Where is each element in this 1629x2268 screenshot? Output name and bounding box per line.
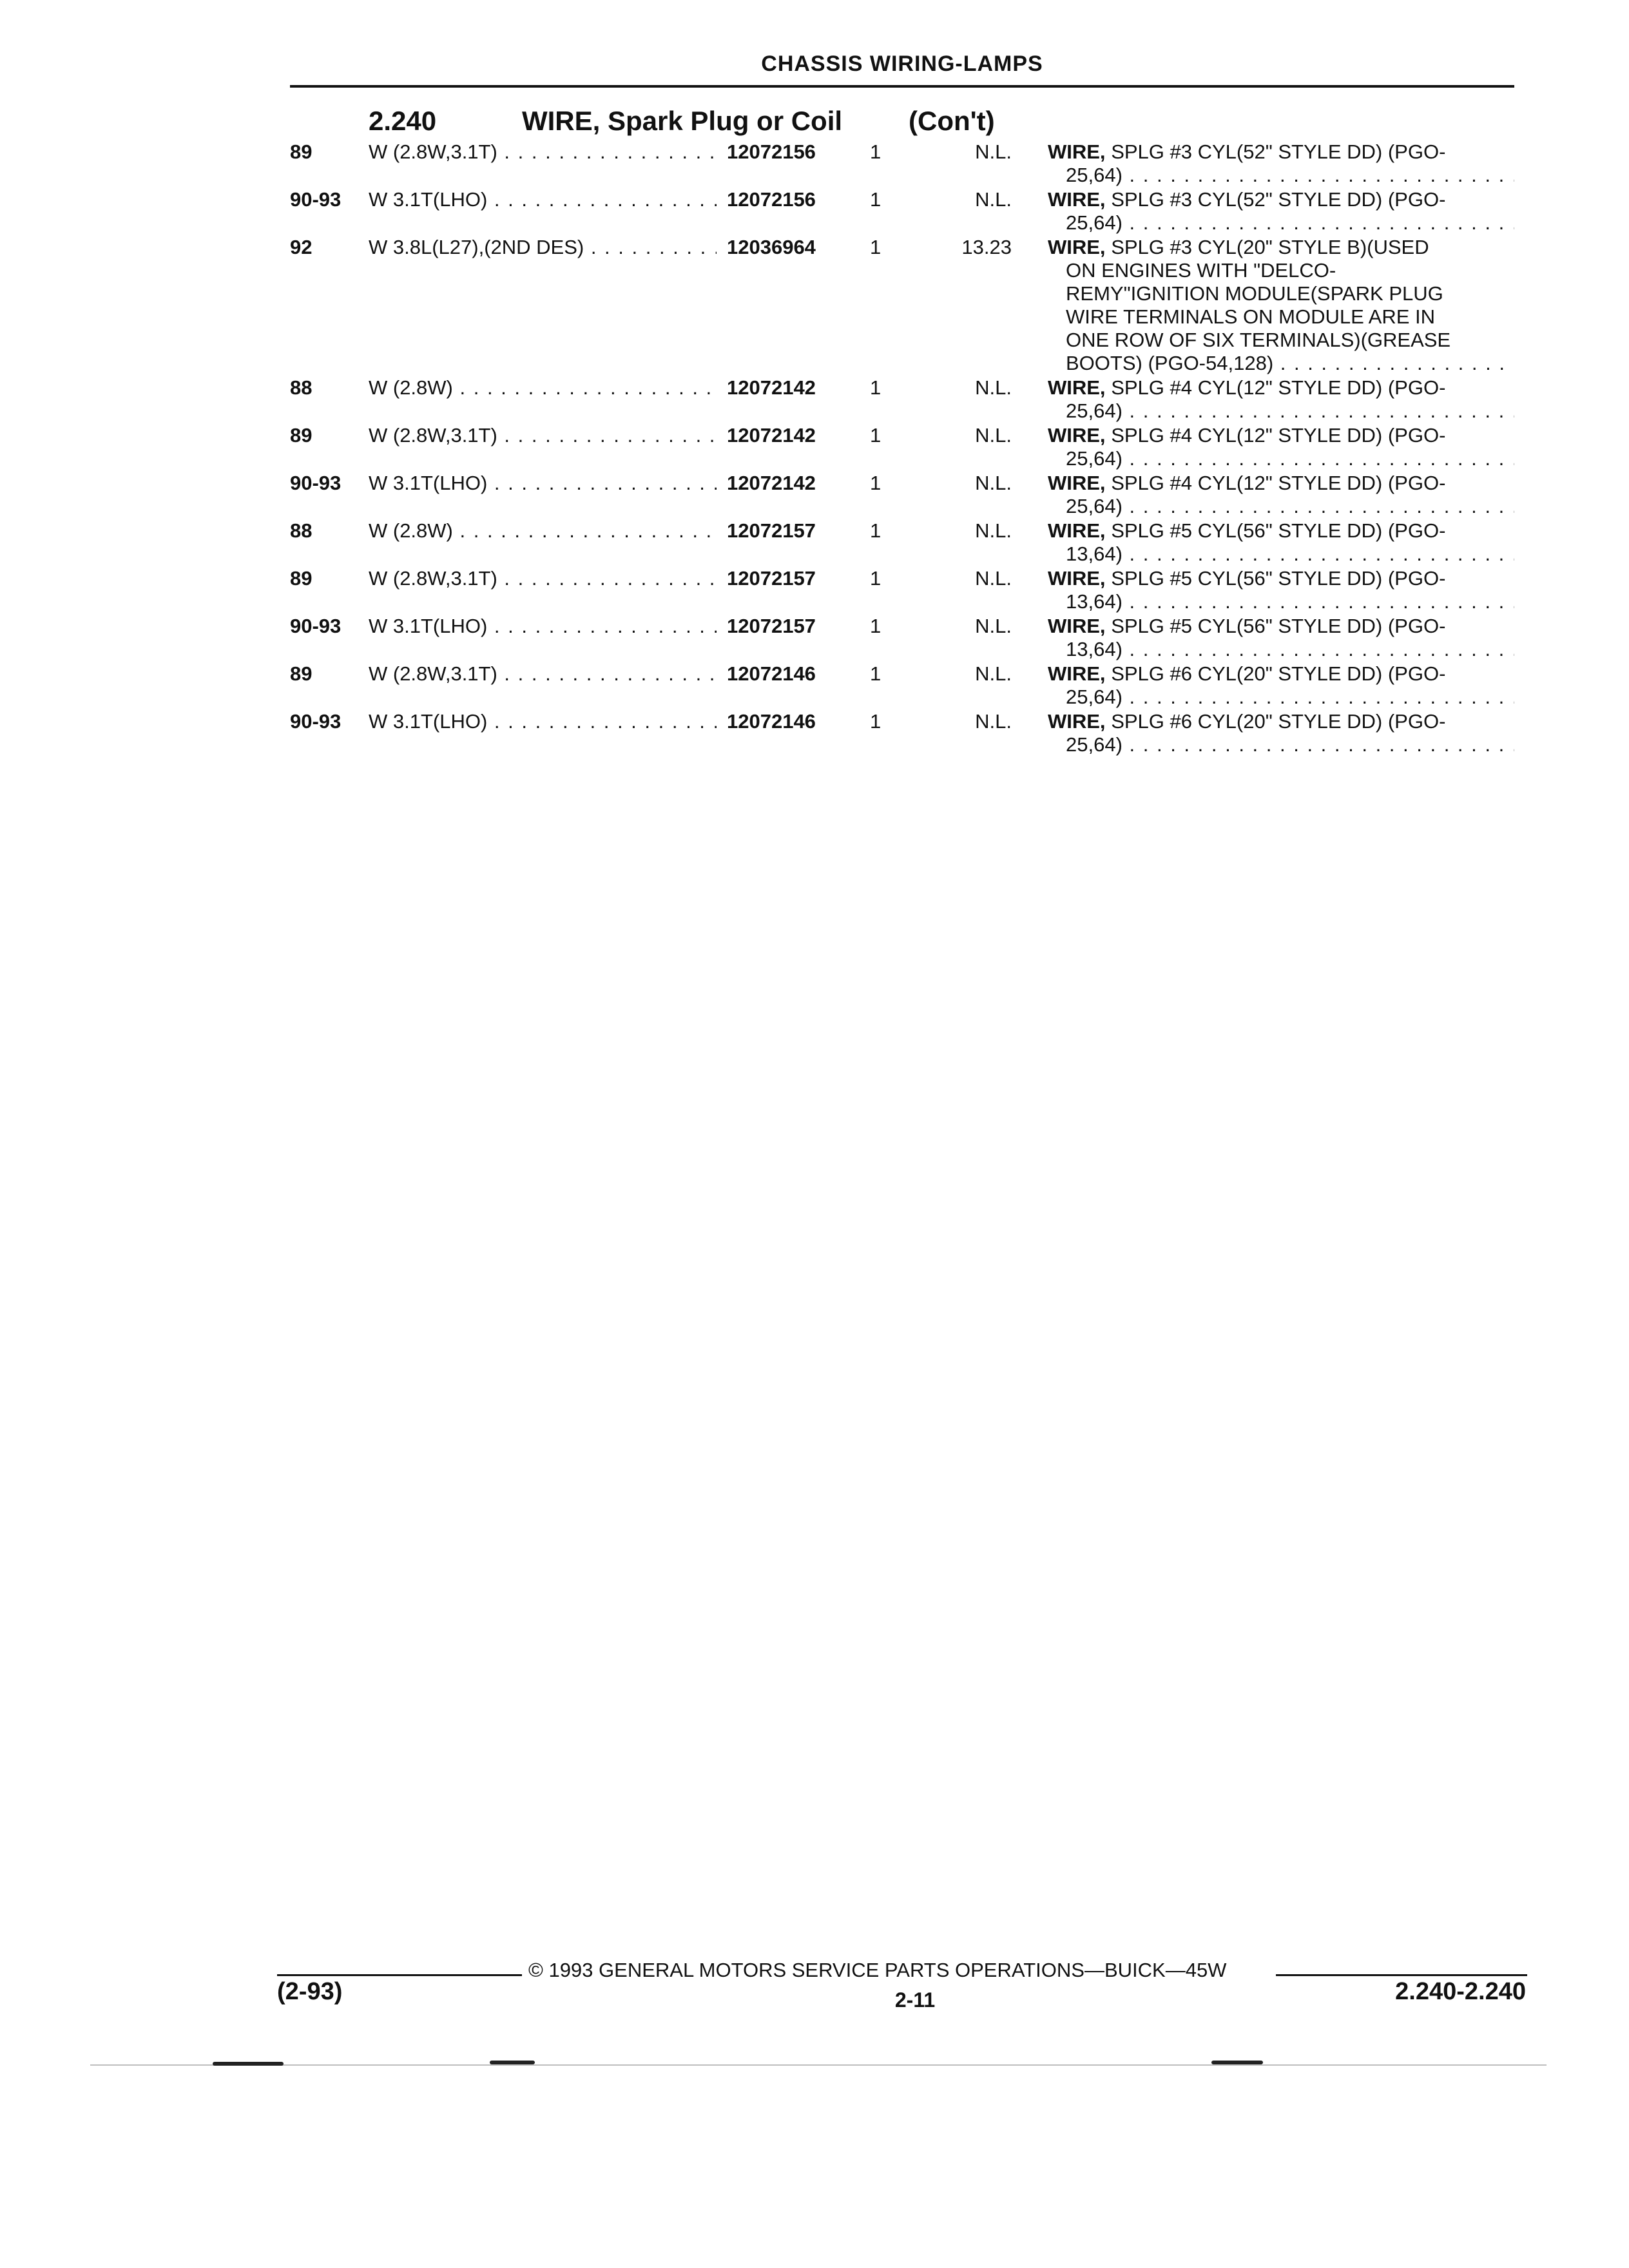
description-line bbox=[1048, 733, 1514, 756]
description-text: SPLG #4 CYL(12" STYLE DD) (PGO- bbox=[1111, 472, 1446, 494]
part-number: 12072142 bbox=[727, 376, 816, 399]
part-description bbox=[1048, 376, 1514, 423]
part-number: 12072157 bbox=[727, 567, 816, 590]
quantity: 1 bbox=[870, 519, 882, 542]
section-continued: (Con't) bbox=[909, 106, 995, 136]
description-keyword: WIRE, bbox=[1048, 472, 1106, 494]
description-text: 25,64) bbox=[1066, 399, 1123, 422]
description-keyword: WIRE, bbox=[1048, 519, 1106, 542]
table-row bbox=[0, 424, 1629, 472]
description-text: SPLG #6 CYL(20" STYLE DD) (PGO- bbox=[1111, 710, 1446, 733]
model-year: 88 bbox=[290, 376, 313, 399]
model-year: 89 bbox=[290, 424, 313, 447]
engine-code: W (2.8W) . . . bbox=[369, 376, 717, 399]
description-text: SPLG #4 CYL(12" STYLE DD) (PGO- bbox=[1111, 424, 1446, 447]
table-row bbox=[0, 140, 1629, 188]
model-year: 90-93 bbox=[290, 188, 342, 211]
description-text: REMY"IGNITION MODULE(SPARK PLUG bbox=[1066, 282, 1443, 305]
part-number: 12036964 bbox=[727, 236, 816, 258]
description-line bbox=[1048, 259, 1514, 282]
footer-page-number: 2-11 bbox=[894, 1988, 936, 2012]
description-text: SPLG #6 CYL(20" STYLE DD) (PGO- bbox=[1111, 662, 1446, 685]
part-description bbox=[1048, 472, 1514, 518]
section-title: WIRE, Spark Plug or Coil bbox=[522, 106, 843, 136]
description-text: SPLG #3 CYL(20" STYLE B)(USED bbox=[1111, 236, 1429, 258]
description-line bbox=[1048, 211, 1514, 235]
table-row bbox=[0, 236, 1629, 376]
description-line bbox=[1048, 638, 1514, 661]
model-year: 90-93 bbox=[290, 710, 342, 733]
description-line bbox=[1048, 590, 1514, 613]
engine-code: W 3.8L(L27),(2ND DES) . . . bbox=[369, 236, 717, 259]
table-row bbox=[0, 376, 1629, 424]
description-keyword: WIRE, bbox=[1048, 376, 1106, 399]
part-description bbox=[1048, 188, 1514, 235]
description-keyword: WIRE, bbox=[1048, 236, 1106, 258]
model-year: 89 bbox=[290, 140, 313, 163]
description-text: SPLG #5 CYL(56" STYLE DD) (PGO- bbox=[1111, 615, 1446, 637]
part-number: 12072142 bbox=[727, 424, 816, 447]
part-description bbox=[1048, 236, 1514, 375]
description-line bbox=[1048, 282, 1514, 305]
price: N.L. bbox=[975, 140, 1012, 163]
quantity: 1 bbox=[870, 662, 882, 685]
description-text: 13,64) bbox=[1066, 590, 1123, 613]
page-title: CHASSIS WIRING-LAMPS bbox=[761, 52, 1043, 76]
description-line bbox=[1048, 710, 1514, 733]
parts-list bbox=[0, 140, 1629, 758]
price: N.L. bbox=[975, 188, 1012, 211]
description-line bbox=[1048, 543, 1514, 566]
description-text: SPLG #5 CYL(56" STYLE DD) (PGO- bbox=[1111, 519, 1446, 542]
description-keyword: WIRE, bbox=[1048, 710, 1106, 733]
quantity: 1 bbox=[870, 424, 882, 447]
table-row bbox=[0, 615, 1629, 662]
part-number: 12072156 bbox=[727, 140, 816, 163]
quantity: 1 bbox=[870, 472, 882, 494]
model-year: 92 bbox=[290, 236, 313, 258]
description-keyword: WIRE, bbox=[1048, 424, 1106, 447]
model-year: 88 bbox=[290, 519, 313, 542]
part-number: 12072156 bbox=[727, 188, 816, 211]
price: N.L. bbox=[975, 472, 1012, 494]
footer-copyright: © 1993 GENERAL MOTORS SERVICE PARTS OPERATIONS—BUICK—45W bbox=[528, 1959, 1227, 1981]
description-text: 25,64) bbox=[1066, 211, 1123, 234]
description-text: WIRE TERMINALS ON MODULE ARE IN bbox=[1066, 305, 1436, 328]
model-year: 89 bbox=[290, 567, 313, 590]
description-text: ON ENGINES WITH "DELCO- bbox=[1066, 259, 1336, 282]
description-text: SPLG #5 CYL(56" STYLE DD) (PGO- bbox=[1111, 567, 1446, 590]
quantity: 1 bbox=[870, 567, 882, 590]
description-keyword: WIRE, bbox=[1048, 140, 1106, 163]
table-row bbox=[0, 519, 1629, 567]
description-keyword: WIRE, bbox=[1048, 567, 1106, 590]
quantity: 1 bbox=[870, 188, 882, 211]
description-line bbox=[1048, 662, 1514, 686]
price: N.L. bbox=[975, 424, 1012, 447]
description-line bbox=[1048, 472, 1514, 495]
engine-code: W 3.1T(LHO) . . . bbox=[369, 615, 717, 638]
table-row bbox=[0, 472, 1629, 519]
price: 13.23 bbox=[961, 236, 1012, 258]
footer-date: (2-93) bbox=[277, 1978, 343, 2005]
description-text: SPLG #3 CYL(52" STYLE DD) (PGO- bbox=[1111, 140, 1446, 163]
description-keyword: WIRE, bbox=[1048, 188, 1106, 211]
scan-artifact-line bbox=[90, 2064, 1547, 2066]
description-keyword: WIRE, bbox=[1048, 615, 1106, 637]
part-number: 12072142 bbox=[727, 472, 816, 494]
engine-code: W 3.1T(LHO) . . . bbox=[369, 710, 717, 733]
description-line bbox=[1048, 447, 1514, 470]
part-description bbox=[1048, 140, 1514, 187]
engine-code: W 3.1T(LHO) . . . bbox=[369, 188, 717, 211]
description-line bbox=[1048, 615, 1514, 638]
engine-code: W (2.8W,3.1T) . . . bbox=[369, 424, 717, 447]
part-description bbox=[1048, 567, 1514, 613]
model-year: 90-93 bbox=[290, 615, 342, 637]
part-number: 12072157 bbox=[727, 615, 816, 637]
price: N.L. bbox=[975, 519, 1012, 542]
price: N.L. bbox=[975, 710, 1012, 733]
description-text: 25,64) bbox=[1066, 447, 1123, 470]
section-number: 2.240 bbox=[369, 106, 437, 136]
description-line bbox=[1048, 495, 1514, 518]
description-text: 13,64) bbox=[1066, 638, 1123, 660]
description-line bbox=[1048, 305, 1514, 329]
description-line bbox=[1048, 188, 1514, 211]
scan-artifact-mark bbox=[490, 2061, 535, 2064]
description-text: 25,64) bbox=[1066, 733, 1123, 756]
description-line bbox=[1048, 424, 1514, 447]
table-row bbox=[0, 662, 1629, 710]
part-description bbox=[1048, 662, 1514, 709]
part-description bbox=[1048, 519, 1514, 566]
scan-artifact-mark bbox=[1211, 2061, 1263, 2064]
quantity: 1 bbox=[870, 615, 882, 637]
table-row bbox=[0, 567, 1629, 615]
description-line bbox=[1048, 140, 1514, 164]
description-line bbox=[1048, 376, 1514, 399]
table-row bbox=[0, 710, 1629, 758]
footer-rule-left bbox=[277, 1974, 522, 1976]
description-text: SPLG #4 CYL(12" STYLE DD) (PGO- bbox=[1111, 376, 1446, 399]
part-number: 12072146 bbox=[727, 710, 816, 733]
quantity: 1 bbox=[870, 710, 882, 733]
description-text: 25,64) bbox=[1066, 686, 1123, 708]
footer-rule-right bbox=[1276, 1974, 1527, 1976]
part-number: 12072157 bbox=[727, 519, 816, 542]
description-line bbox=[1048, 567, 1514, 590]
description-keyword: WIRE, bbox=[1048, 662, 1106, 685]
description-text: 13,64) bbox=[1066, 543, 1123, 565]
description-text: ONE ROW OF SIX TERMINALS)(GREASE bbox=[1066, 329, 1451, 351]
part-description bbox=[1048, 615, 1514, 661]
engine-code: W (2.8W,3.1T) . . . bbox=[369, 662, 717, 686]
description-line bbox=[1048, 686, 1514, 709]
part-description bbox=[1048, 710, 1514, 756]
engine-code: W (2.8W) . . . bbox=[369, 519, 717, 543]
description-line bbox=[1048, 164, 1514, 187]
model-year: 90-93 bbox=[290, 472, 342, 494]
price: N.L. bbox=[975, 615, 1012, 637]
table-row bbox=[0, 188, 1629, 236]
description-line bbox=[1048, 519, 1514, 543]
quantity: 1 bbox=[870, 376, 882, 399]
scan-artifact-mark bbox=[213, 2062, 284, 2066]
model-year: 89 bbox=[290, 662, 313, 685]
description-line bbox=[1048, 236, 1514, 259]
description-text: BOOTS) (PGO-54,128) bbox=[1066, 352, 1274, 374]
description-line bbox=[1048, 399, 1514, 423]
description-line bbox=[1048, 352, 1514, 375]
description-text: SPLG #3 CYL(52" STYLE DD) (PGO- bbox=[1111, 188, 1446, 211]
description-text: 25,64) bbox=[1066, 495, 1123, 517]
price: N.L. bbox=[975, 662, 1012, 685]
description-line bbox=[1048, 329, 1514, 352]
engine-code: W 3.1T(LHO) . . . bbox=[369, 472, 717, 495]
price: N.L. bbox=[975, 567, 1012, 590]
footer-range: 2.240-2.240 bbox=[1395, 1978, 1526, 2005]
quantity: 1 bbox=[870, 236, 882, 258]
title-rule bbox=[290, 85, 1514, 88]
engine-code: W (2.8W,3.1T) . . . bbox=[369, 567, 717, 590]
price: N.L. bbox=[975, 376, 1012, 399]
engine-code: W (2.8W,3.1T) . . . bbox=[369, 140, 717, 164]
quantity: 1 bbox=[870, 140, 882, 163]
part-number: 12072146 bbox=[727, 662, 816, 685]
description-text: 25,64) bbox=[1066, 164, 1123, 186]
part-description bbox=[1048, 424, 1514, 470]
